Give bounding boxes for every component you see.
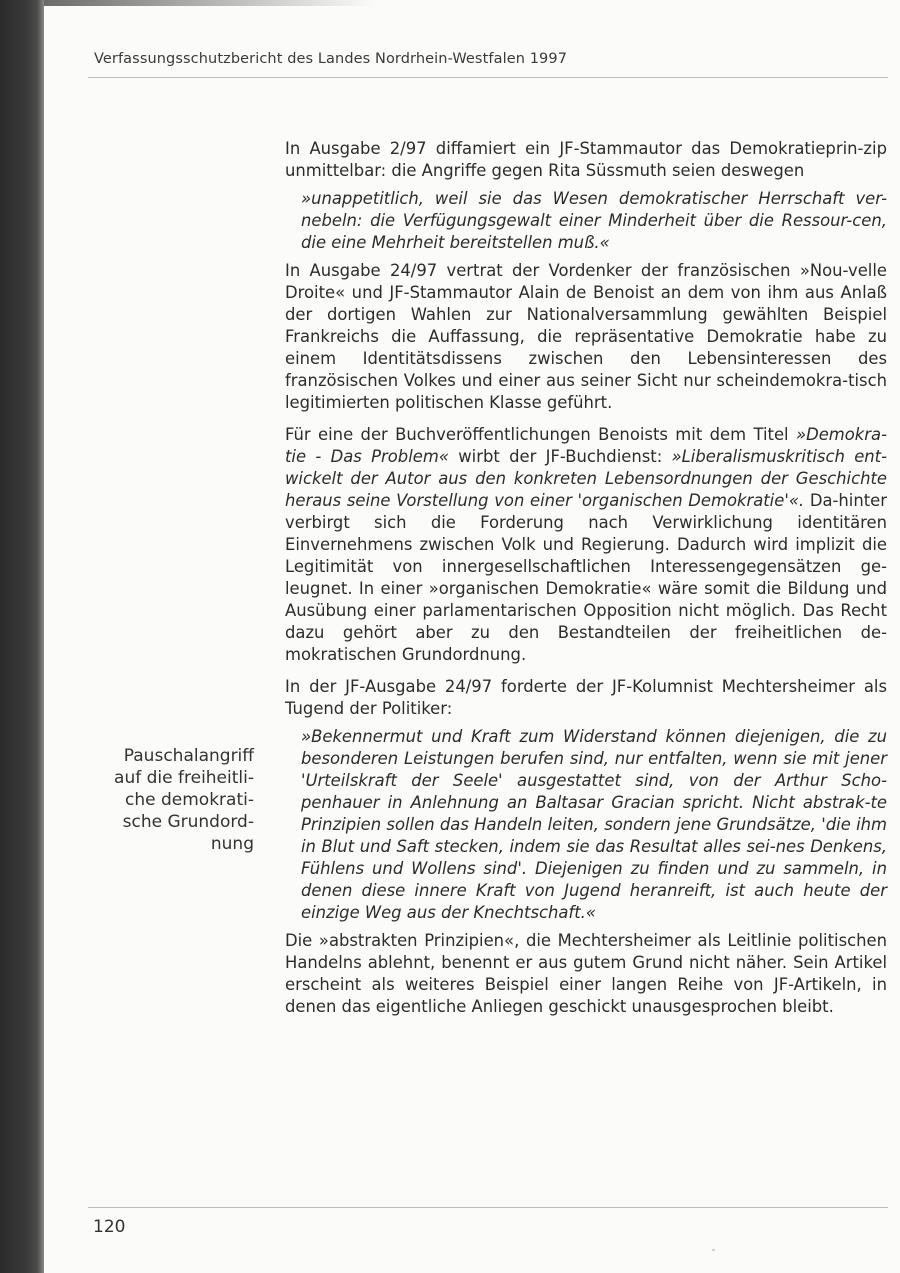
paragraph-2: In Ausgabe 24/97 vertrat der Vordenker der französischen »Nou-velle Droite« und JF-Stammautor Alain de Benoist an dem von ihm aus Anlaß der dortigen Wahlen zur Nationalversammlung gewählten Beispiel Frankreichs die Auffassung, die repräsentative Demokratie habe zu einem Identitätsdissens zwischen den Lebensinteressen des französischen Volkes und einer aus seiner Sicht nur scheindemokra-tisch legitimierten politischen Klasse geführt. — [285, 261, 887, 412]
body-text — [285, 138, 887, 1024]
paragraph-3 — [285, 424, 887, 666]
quote-2: »Bekennermut und Kraft zum Widerstand können diejenigen, die zu besonderen Leistungen berufen sind, nur entfalten, wenn sie mit jener 'Urteilskraft der Seele' ausgestattet sind, von der Arthur Scho-penhauer in Anlehnung an Baltasar Gracian spricht. Nicht abstrak-te Prinzipien sollen das Handeln leiten, sondern jene Grundsätze, 'die ihm in Blut und Saft stecken, indem sie das Resultat alles sei-nes Denkens, Fühlens und Wollens sind'. Diejenigen zu finden und zu sammeln, in denen diese innere Kraft von Jugend heranreift, ist auch heute der einzige Weg aus der Knechtschaft.« — [301, 727, 887, 922]
paragraph-3-part-c: Da-hinter verbirgt sich die Forderung nach Verwirklichung identitären Einvernehmens zwischen Volk und Regierung. Dadurch wird implizit die Legitimität von innergesellschaftlichen Interessengegensätzen ge-leugnet. In einer »organischen Demokratie« wäre somit die Bildung und Ausübung einer parlamentarischen Opposition nicht möglich. Das Recht dazu gehört aber zu den Bestandteilen der freiheitlichen de-mokratischen Grundordnung. — [285, 491, 887, 664]
quote-1: »unappetitlich, weil sie das Wesen demokratischer Herrschaft ver-nebeln: die Verfügungsgewalt einer Minderheit über die Ressour-cen, die eine Mehrheit bereitstellen muß.« — [301, 189, 887, 252]
paragraph-3-part-b: wirbt der JF-Buchdienst: — [448, 447, 672, 466]
header-rule — [88, 77, 888, 78]
footer-rule — [88, 1207, 888, 1208]
book-blurb-quote: »Liberalismuskritisch ent-wickelt der Autor aus den konkreten Lebensordnungen der Geschichte heraus seine Vorstellung von einer 'organischen Demokratie'«. — [285, 447, 888, 510]
binding-shadow — [0, 0, 44, 1273]
scan-edge — [44, 0, 374, 6]
paragraph-3-part-a: Für eine der Buchveröffentlichungen Benoists mit dem Titel — [285, 425, 796, 444]
running-header: Verfassungsschutzbericht des Landes Nordrhein-Westfalen 1997 — [94, 51, 568, 67]
margin-note: Pauschalangriff auf die freiheitli- che demokrati- sche Grundord- nung — [114, 746, 254, 854]
book-title: »Demokra-tie - Das Problem« — [285, 425, 887, 466]
paragraph-5: Die »abstrakten Prinzipien«, die Mechtersheimer als Leitlinie politischen Handelns ablehnt, benennt er aus gutem Grund nicht näher. Sein Artikel erscheint als weiteres Beispiel einer langen Reihe von JF-Artikeln, in denen das eigentliche Anliegen geschickt unausgesprochen bleibt. — [285, 931, 887, 1016]
paragraph-4: In der JF-Ausgabe 24/97 forderte der JF-Kolumnist Mechtersheimer als Tugend der Politiker: — [285, 677, 887, 718]
scan-speck — [712, 1249, 715, 1251]
page-number: 120 — [93, 1217, 126, 1237]
paragraph-1: In Ausgabe 2/97 diffamiert ein JF-Stammautor das Demokratieprin-zip unmittelbar: die Angriffe gegen Rita Süssmuth seien deswegen — [285, 139, 887, 180]
